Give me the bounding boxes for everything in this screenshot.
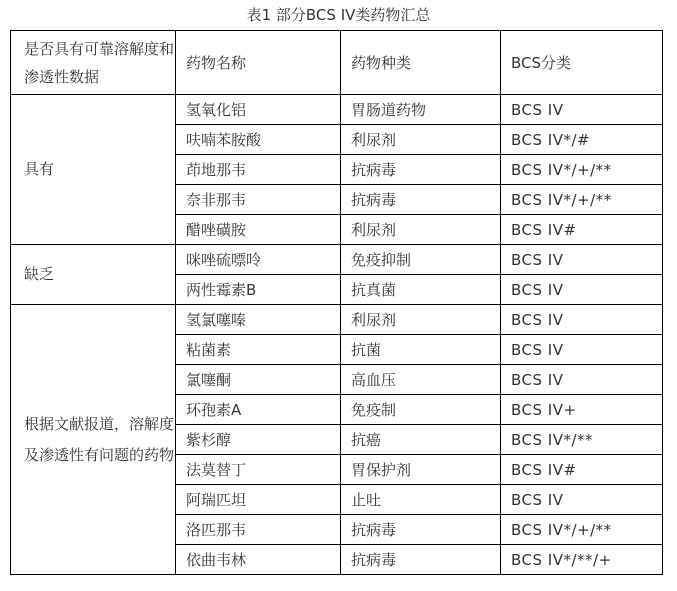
bcs-drug-table [10, 30, 663, 575]
drug-type-cell: 抗病毒 [341, 185, 501, 215]
drug-name-cell: 氢氯噻嗪 [176, 305, 341, 335]
drug-type-cell: 止吐 [341, 485, 501, 515]
table-body [11, 95, 663, 575]
bcs-class-cell: BCS IV [501, 485, 663, 515]
drug-type-cell: 抗菌 [341, 335, 501, 365]
drug-name-cell: 洛匹那韦 [176, 515, 341, 545]
drug-name-cell: 法莫替丁 [176, 455, 341, 485]
bcs-class-cell: BCS IV*/# [501, 125, 663, 155]
drug-name-cell: 环孢素A [176, 395, 341, 425]
drug-name-cell: 奈非那韦 [176, 185, 341, 215]
drug-type-cell: 抗真菌 [341, 275, 501, 305]
drug-name-cell: 咪唑硫嘌呤 [176, 245, 341, 275]
header-drug-name: 药物名称 [176, 31, 341, 95]
drug-name-cell: 两性霉素B [176, 275, 341, 305]
drug-name-cell: 氢氧化铝 [176, 95, 341, 125]
drug-name-cell: 粘菌素 [176, 335, 341, 365]
drug-type-cell: 利尿剂 [341, 215, 501, 245]
drug-type-cell: 抗病毒 [341, 155, 501, 185]
group-label-cell: 根据文献报道，溶解度及渗透性有问题的药物 [11, 305, 176, 575]
bcs-class-cell: BCS IV# [501, 455, 663, 485]
drug-type-cell: 抗癌 [341, 425, 501, 455]
drug-type-cell: 免疫制 [341, 395, 501, 425]
table-row [11, 305, 663, 335]
bcs-class-cell: BCS IV*/+/** [501, 515, 663, 545]
bcs-class-cell: BCS IV [501, 335, 663, 365]
table-caption: 表1 部分BCS IV类药物汇总 [246, 6, 431, 24]
drug-name-cell: 呋喃苯胺酸 [176, 125, 341, 155]
bcs-class-cell: BCS IV [501, 245, 663, 275]
table-row [11, 245, 663, 275]
drug-type-cell: 利尿剂 [341, 125, 501, 155]
bcs-class-cell: BCS IV [501, 95, 663, 125]
drug-name-cell: 阿瑞匹坦 [176, 485, 341, 515]
bcs-class-cell: BCS IV+ [501, 395, 663, 425]
drug-name-cell: 茚地那韦 [176, 155, 341, 185]
bcs-class-cell: BCS IV*/**/+ [501, 545, 663, 575]
drug-type-cell: 抗病毒 [341, 545, 501, 575]
group-label-cell: 具有 [11, 95, 176, 245]
drug-name-cell: 醋唑磺胺 [176, 215, 341, 245]
header-drug-type: 药物种类 [341, 31, 501, 95]
bcs-class-cell: BCS IV*/+/** [501, 185, 663, 215]
bcs-class-cell: BCS IV [501, 275, 663, 305]
bcs-class-cell: BCS IV [501, 305, 663, 335]
bcs-class-cell: BCS IV*/** [501, 425, 663, 455]
drug-type-cell: 胃肠道药物 [341, 95, 501, 125]
drug-type-cell: 利尿剂 [341, 305, 501, 335]
drug-type-cell: 高血压 [341, 365, 501, 395]
table-header-row [11, 31, 663, 95]
bcs-class-cell: BCS IV*/+/** [501, 155, 663, 185]
bcs-class-cell: BCS IV [501, 365, 663, 395]
drug-name-cell: 紫杉醇 [176, 425, 341, 455]
drug-name-cell: 氯噻酮 [176, 365, 341, 395]
drug-name-cell: 依曲韦林 [176, 545, 341, 575]
header-bcs-class: BCS分类 [501, 31, 663, 95]
table-row [11, 95, 663, 125]
drug-type-cell: 胃保护剂 [341, 455, 501, 485]
drug-type-cell: 抗病毒 [341, 515, 501, 545]
bcs-class-cell: BCS IV# [501, 215, 663, 245]
header-data-availability: 是否具有可靠溶解度和渗透性数据 [11, 31, 176, 95]
drug-type-cell: 免疫抑制 [341, 245, 501, 275]
group-label-cell: 缺乏 [11, 245, 176, 305]
